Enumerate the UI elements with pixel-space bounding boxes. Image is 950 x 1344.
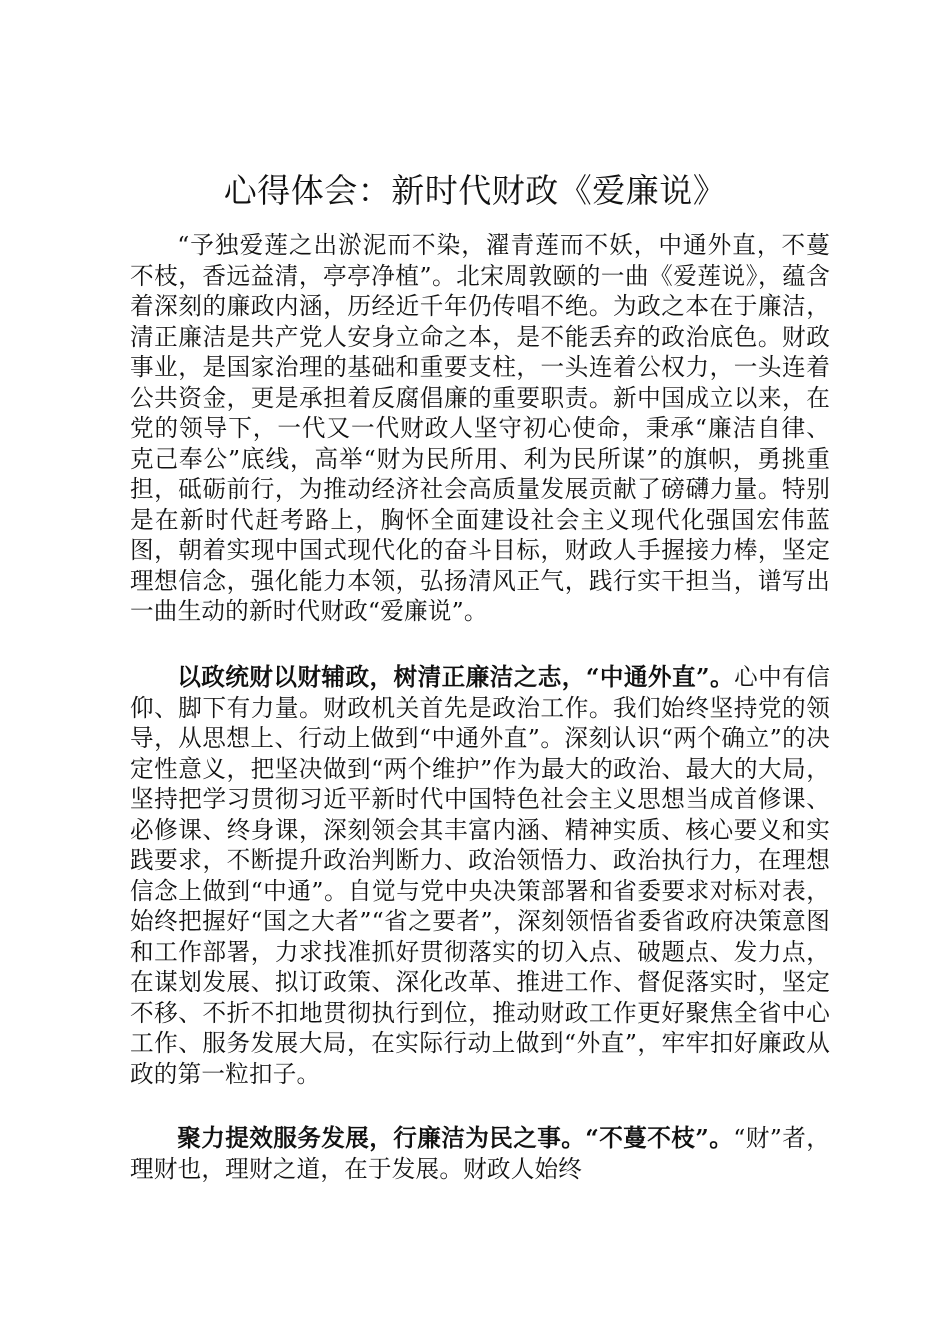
paragraph-section-2 — [130, 1123, 830, 1184]
paragraph-section-1 — [130, 662, 830, 1089]
section-1-heading: 以政统财以财辅政，树清正廉洁之志，“中通外直”。 — [177, 663, 735, 691]
document-title: 心得体会：新时代财政《爱廉说》 — [223, 171, 727, 210]
section-2-text: “财”者，理财也，理财之道，在于发展。财政人始终 — [130, 1124, 830, 1183]
paragraph-intro-text: “予独爱莲之出淤泥而不染，濯青莲而不妖，中通外直，不蔓不枝，香远益清，亭亭净植”。北宋周敦颐的一曲《爱莲说》，蕴含着深刻的廉政内涵，历经近千年仍传唱不绝。为政之本在于廉洁，清正廉洁是共产党人安身立命之本，是不能丢弃的政治底色。财政事业，是国家治理的基础和重要支柱，一头连着公权力，一头连着公共资金，更是承担着反腐倡廉的重要职责。新中国成立以来，在党的领导下，一代又一代财政人坚守初心使命，秉承“廉洁自律、克己奉公”底线，高举“财为民所用、利为民所谋”的旗帜，勇挑重担，砥砺前行，为推动经济社会高质量发展贡献了磅礴力量。特别是在新时代赶考路上，胸怀全面建设社会主义现代化强国宏伟蓝图，朝着实现中国式现代化的奋斗目标，财政人手握接力棒，坚定理想信念，强化能力本领，弘扬清风正气，践行实干担当，谱写出一曲生动的新时代财政“爱廉说”。 — [130, 231, 830, 625]
section-2-heading: 聚力提效服务发展，行廉洁为民之事。“不蔓不枝”。 — [177, 1124, 734, 1152]
section-1-text: 心中有信仰、脚下有力量。财政机关首先是政治工作。我们始终坚持党的领导，从思想上、行动上做到“中通外直”。深刻认识“两个确立”的决定性意义，把坚决做到“两个维护”作为最大的政治、最大的大局，坚持把学习贯彻习近平新时代中国特色社会主义思想当成首修课、必修课、终身课，深刻领会其丰富内涵、精神实质、核心要义和实践要求，不断提升政治判断力、政治领悟力、政治执行力，在理想信念上做到“中通”。自觉与党中央决策部署和省委要求对标对表，始终把握好“国之大者”“省之要者”，深刻领悟省委省政府决策意图和工作部署，力求找准抓好贯彻落实的切入点、破题点、发力点，在谋划发展、拟订政策、深化改革、推进工作、督促落实时，坚定不移、不折不扣地贯彻执行到位，推动财政工作更好聚焦全省中心工作、服务发展大局，在实际行动上做到“外直”，牢牢扣好廉政从政的第一粒扣子。 — [130, 663, 830, 1088]
paragraph-intro — [130, 230, 830, 627]
